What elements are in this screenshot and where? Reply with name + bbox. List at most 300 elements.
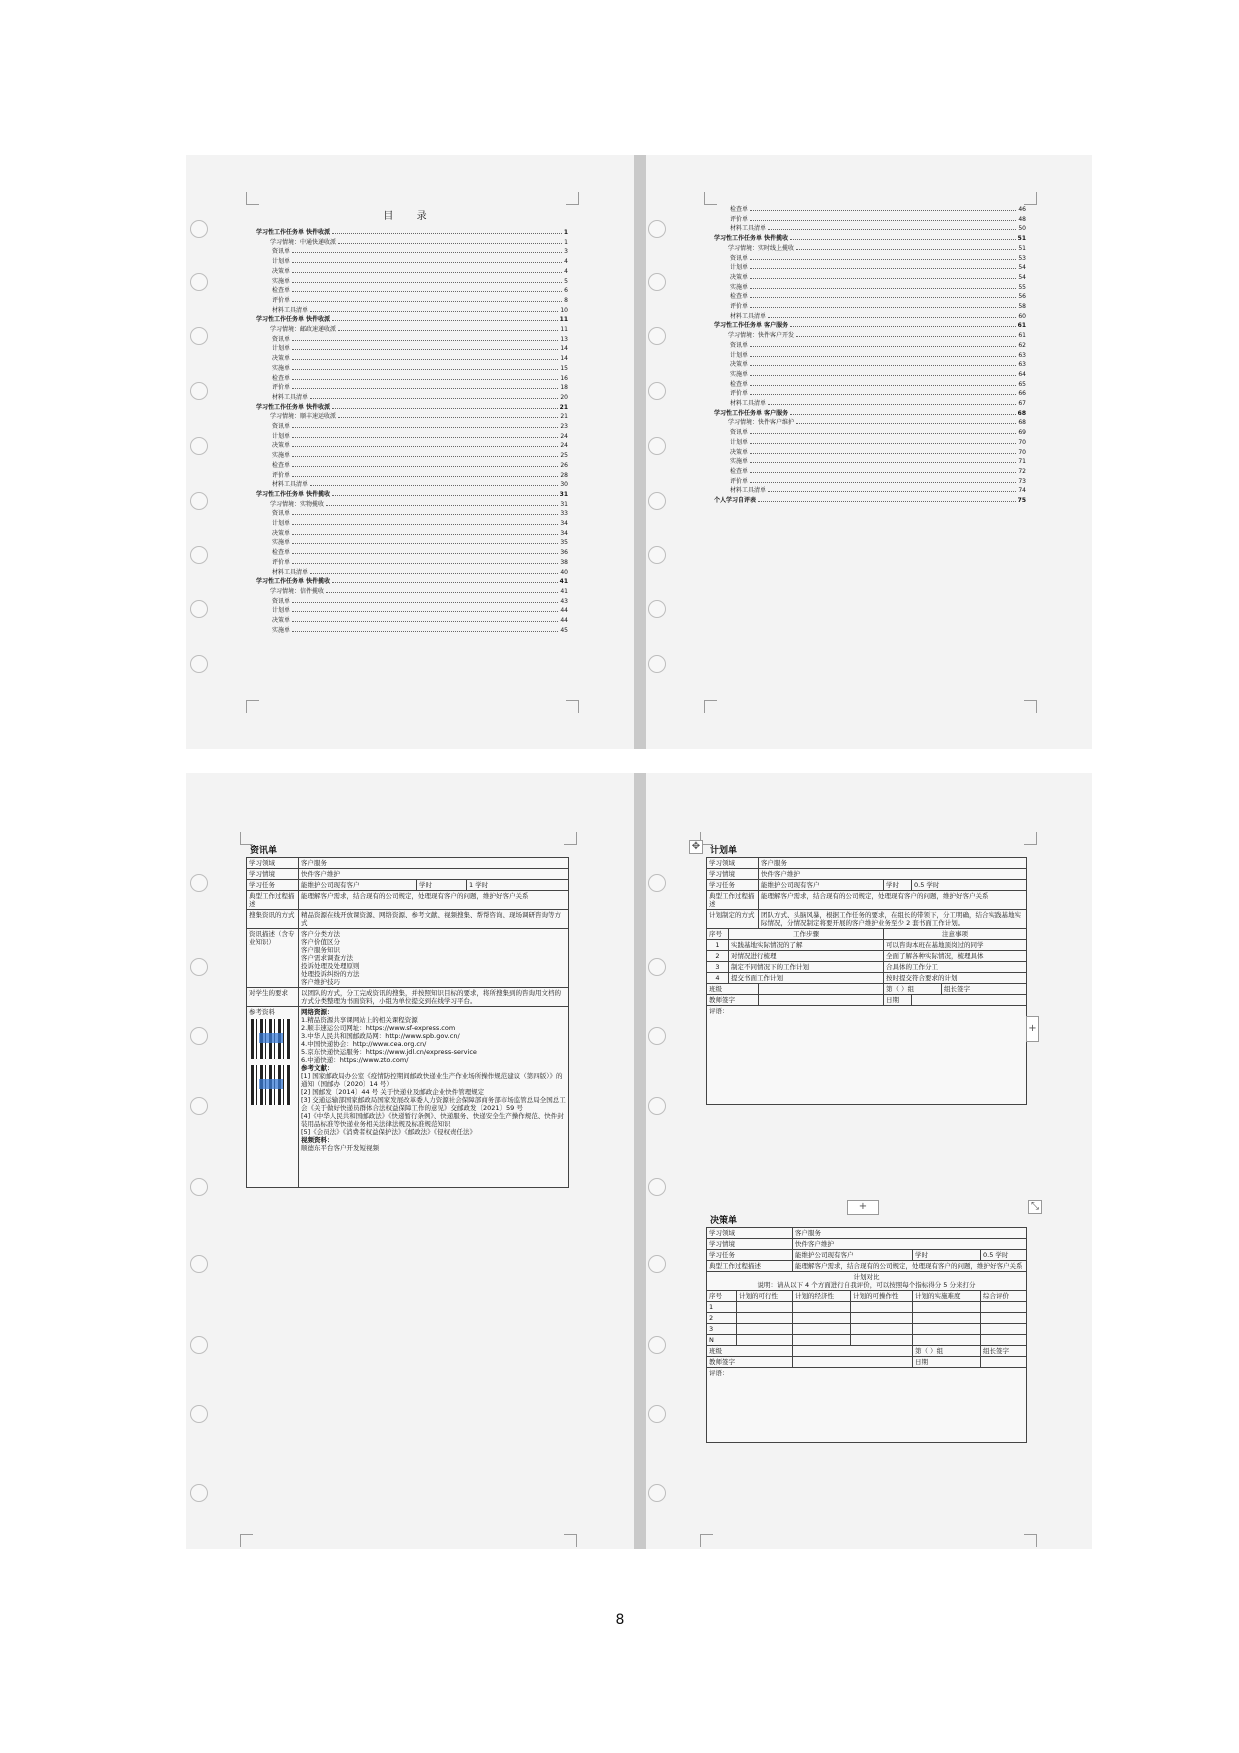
toc-entry-page: 23 bbox=[560, 423, 568, 430]
toc-leader bbox=[796, 336, 1016, 337]
score-cell[interactable] bbox=[851, 1335, 913, 1346]
toc-entry-page: 16 bbox=[560, 374, 568, 382]
toc-leader bbox=[750, 278, 1016, 279]
work-step: 提交书面工作计划 bbox=[729, 973, 884, 984]
table-row bbox=[707, 962, 1027, 973]
score-cell[interactable] bbox=[793, 1335, 851, 1346]
toc-entry[interactable] bbox=[730, 368, 1026, 378]
toc-entry-page: 45 bbox=[560, 626, 568, 634]
margin-mark bbox=[564, 832, 577, 845]
desc-item: 客户服务知识 bbox=[301, 946, 340, 954]
toc-entry[interactable] bbox=[272, 294, 568, 304]
row-number: 2 bbox=[707, 951, 729, 962]
cell-value: 客户服务 bbox=[299, 858, 569, 869]
toc-entry[interactable] bbox=[730, 465, 1026, 475]
cell-label: 日期 bbox=[913, 1357, 981, 1368]
toc-leader bbox=[332, 233, 562, 234]
toc-entry-page: 20 bbox=[560, 393, 568, 401]
binder-hole bbox=[648, 220, 666, 238]
toc-entry[interactable] bbox=[730, 484, 1026, 494]
toc-entry-label: 学习性工作任务单 快件收派 bbox=[256, 229, 331, 236]
margin-mark bbox=[240, 1534, 253, 1547]
toc-entry[interactable] bbox=[272, 517, 568, 527]
toc-entry[interactable] bbox=[272, 469, 568, 479]
toc-entry-label: 材料工具清单 bbox=[730, 487, 767, 495]
margin-mark bbox=[704, 700, 717, 713]
toc-entry-page: 4 bbox=[564, 267, 568, 275]
toc-entry-page: 64 bbox=[1018, 370, 1026, 378]
binder-hole bbox=[648, 273, 666, 291]
score-cell[interactable] bbox=[913, 1302, 981, 1313]
cell-label: 组长签字 bbox=[942, 984, 1027, 995]
toc-entry[interactable] bbox=[730, 475, 1026, 485]
toc-entry[interactable] bbox=[730, 203, 1026, 213]
reference-item[interactable]: 4.中国快递协会：http://www.cea.org.cn/ bbox=[301, 1040, 427, 1048]
toc-entry[interactable] bbox=[270, 498, 568, 508]
cell-label: 计划制定的方式 bbox=[707, 910, 759, 929]
table-row bbox=[707, 973, 1027, 984]
toc-leader bbox=[750, 346, 1016, 347]
toc-entry[interactable] bbox=[272, 478, 568, 488]
toc-entry-label: 材料工具清单 bbox=[272, 481, 309, 489]
toc-entry-page: 70 bbox=[1018, 438, 1026, 446]
toc-entry-label: 材料工具清单 bbox=[272, 568, 309, 576]
toc-entry[interactable] bbox=[272, 372, 568, 382]
row-number: 1 bbox=[707, 1302, 737, 1313]
cell-value: 能维护公司现有客户 bbox=[793, 1250, 913, 1261]
table-row bbox=[707, 951, 1027, 962]
desc-item: 客户分类方法 bbox=[301, 930, 340, 938]
toc-entry-label: 学习性工作任务单 快件收派 bbox=[256, 403, 331, 411]
toc-entry-label: 计划单 bbox=[730, 438, 749, 446]
cell-value: 1 学时 bbox=[467, 880, 569, 891]
toc-leader bbox=[750, 472, 1016, 473]
margin-mark bbox=[566, 700, 579, 713]
toc-entry-page: 68 bbox=[1017, 409, 1026, 417]
binder-hole bbox=[190, 1336, 208, 1354]
toc-leader bbox=[292, 388, 558, 389]
toc-entry-page: 41 bbox=[560, 587, 568, 595]
col-header: 注意事项 bbox=[884, 929, 1027, 940]
score-cell[interactable] bbox=[981, 1313, 1027, 1324]
toc-entry[interactable] bbox=[714, 232, 1026, 242]
toc-entry[interactable] bbox=[272, 245, 568, 255]
toc-entry[interactable] bbox=[272, 420, 568, 430]
group-cell: 第（ ）组 bbox=[884, 984, 942, 995]
toc-entry-label: 实施单 bbox=[272, 539, 291, 547]
col-header: 序号 bbox=[707, 1291, 737, 1302]
toc-entry[interactable] bbox=[272, 604, 568, 614]
toc-entry-label: 计划单 bbox=[272, 432, 291, 440]
toc-leader bbox=[750, 433, 1016, 434]
step-note: 按时提交符合要求的计划 bbox=[884, 973, 1027, 984]
move-handle-icon[interactable]: ✥ bbox=[689, 840, 703, 854]
row-number: 3 bbox=[707, 1324, 737, 1335]
reference-item[interactable]: 5.京东快递快运服务：https://www.jdl.cn/express-service bbox=[301, 1048, 477, 1056]
toc-entry[interactable] bbox=[730, 261, 1026, 271]
toc-entry[interactable] bbox=[272, 255, 568, 265]
toc-entry[interactable] bbox=[730, 213, 1026, 223]
toc-entry[interactable] bbox=[730, 378, 1026, 388]
toc-entry[interactable] bbox=[272, 439, 568, 449]
binder-hole bbox=[648, 492, 666, 510]
toc-entry-label: 学习性工作任务单 客户服务 bbox=[714, 409, 789, 417]
toc-entry-page: 69 bbox=[1018, 429, 1026, 437]
toc-entry[interactable] bbox=[272, 362, 568, 372]
toc-entry-page: 41 bbox=[559, 578, 568, 586]
toc-entry-label: 学习性工作任务单 快件揽收 bbox=[256, 490, 331, 498]
toc-entry[interactable] bbox=[728, 329, 1026, 339]
reference-item: [4]《中华人民共和国邮政法》《快递暂行条例》、快递服务、快递安全生产操作规范、快件封装用品标准等快递业务相关法律法规及标准规范知识 bbox=[301, 1112, 564, 1128]
cell-label: 教师签字 bbox=[707, 1357, 793, 1368]
binder-hole bbox=[648, 1097, 666, 1115]
toc-entry[interactable] bbox=[730, 358, 1026, 368]
toc-entry[interactable] bbox=[730, 339, 1026, 349]
score-cell[interactable] bbox=[737, 1324, 793, 1335]
toc-entry[interactable] bbox=[730, 455, 1026, 465]
toc-entry-page: 21 bbox=[559, 403, 568, 411]
toc-leader bbox=[292, 553, 558, 554]
add-row-icon[interactable]: + bbox=[847, 1200, 879, 1215]
toc-entry[interactable] bbox=[272, 352, 568, 362]
toc-entry[interactable] bbox=[728, 416, 1026, 426]
table-row bbox=[707, 1324, 1027, 1335]
binder-hole bbox=[190, 327, 208, 345]
cell-label: 日期 bbox=[884, 995, 912, 1006]
toc-entry[interactable] bbox=[272, 430, 568, 440]
score-cell[interactable] bbox=[981, 1302, 1027, 1313]
toc-entry[interactable] bbox=[730, 271, 1026, 281]
cell-value: 能维护公司现有客户 bbox=[759, 880, 884, 891]
toc-entry[interactable] bbox=[730, 436, 1026, 446]
cell-value: 0.5 学时 bbox=[912, 880, 1027, 891]
toc-entry[interactable] bbox=[730, 397, 1026, 407]
toc-entry-page: 72 bbox=[1018, 467, 1026, 475]
resize-handle-icon[interactable]: ⤡ bbox=[1028, 1200, 1042, 1214]
toc-leader bbox=[332, 582, 558, 583]
desc-item: 客户价值区分 bbox=[301, 938, 340, 946]
cell-value: 快件客户维护 bbox=[759, 869, 1027, 880]
score-cell[interactable] bbox=[737, 1313, 793, 1324]
margin-mark bbox=[700, 1534, 713, 1547]
toc-entry-page: 63 bbox=[1018, 351, 1026, 359]
score-cell[interactable] bbox=[737, 1335, 793, 1346]
cell-label: 搜集资讯的方式 bbox=[247, 910, 299, 929]
cell-value: 能理解客户需求，结合现有的公司规定，处理现有客户的问题，维护好客户关系 bbox=[793, 1261, 1027, 1272]
toc-entry[interactable] bbox=[730, 446, 1026, 456]
score-cell[interactable] bbox=[737, 1302, 793, 1313]
toc-entry-label: 材料工具清单 bbox=[730, 312, 767, 320]
toc-leader bbox=[326, 505, 558, 506]
binder-hole bbox=[190, 492, 208, 510]
score-cell[interactable] bbox=[793, 1324, 851, 1335]
toc-leader bbox=[292, 252, 562, 253]
margin-mark bbox=[566, 192, 579, 205]
score-cell[interactable] bbox=[793, 1302, 851, 1313]
toc-leader bbox=[292, 631, 558, 632]
decision-sheet-title: 决策单 bbox=[710, 1216, 738, 1226]
col-header: 综合评价 bbox=[981, 1291, 1027, 1302]
toc-entry[interactable] bbox=[270, 410, 568, 420]
binder-hole bbox=[190, 220, 208, 238]
toc-entry[interactable] bbox=[256, 575, 568, 585]
toc-entry-label: 学习情境：邮政速递收派 bbox=[270, 326, 337, 333]
binder-hole bbox=[190, 600, 208, 618]
toc-entry-page: 62 bbox=[1018, 341, 1026, 349]
group-cell: 第（ ）组 bbox=[913, 1346, 981, 1357]
margin-mark bbox=[1024, 832, 1037, 845]
binder-hole bbox=[648, 1484, 666, 1502]
toc-leader bbox=[332, 408, 558, 409]
toc-leader bbox=[292, 379, 558, 380]
cell-label: 学习领域 bbox=[247, 858, 299, 869]
score-cell[interactable] bbox=[851, 1324, 913, 1335]
score-cell[interactable] bbox=[981, 1335, 1027, 1346]
toc-entry[interactable] bbox=[272, 381, 568, 391]
add-column-icon[interactable]: + bbox=[1026, 1016, 1039, 1042]
toc-leader bbox=[790, 239, 1016, 240]
toc-entry-page: 28 bbox=[560, 471, 568, 479]
toc-leader bbox=[750, 462, 1016, 463]
toc-leader bbox=[292, 291, 562, 292]
reference-item[interactable]: 2.顺丰速运公司网址：https://www.sf-express.com bbox=[301, 1024, 456, 1032]
cell-value bbox=[981, 1357, 1027, 1368]
score-cell[interactable] bbox=[913, 1313, 981, 1324]
toc-entry-label: 检查单 bbox=[730, 293, 749, 301]
cell-value bbox=[759, 995, 884, 1006]
toc-entry-page: 48 bbox=[1018, 215, 1026, 223]
toc-leader bbox=[292, 621, 558, 622]
toc-entry-page: 31 bbox=[559, 490, 568, 498]
toc-entry-label: 资讯单 bbox=[272, 423, 291, 430]
toc-entry-page: 25 bbox=[560, 452, 568, 460]
cell-value: 客户服务 bbox=[759, 858, 1027, 869]
toc-leader bbox=[310, 398, 558, 399]
toc-entry[interactable] bbox=[728, 242, 1026, 252]
toc-entry[interactable] bbox=[272, 624, 568, 634]
toc-entry[interactable] bbox=[272, 284, 568, 294]
toc-leader bbox=[326, 592, 558, 593]
toc-entry[interactable] bbox=[272, 265, 568, 275]
toc-leader bbox=[768, 404, 1016, 405]
toc-entry-label: 资讯单 bbox=[272, 597, 291, 605]
toc-entry[interactable] bbox=[256, 313, 568, 323]
toc-entry-label: 评价单 bbox=[272, 384, 291, 392]
cell-label: 学时 bbox=[417, 880, 467, 891]
toc-entry[interactable] bbox=[272, 527, 568, 537]
toc-entry-page: 15 bbox=[560, 364, 568, 372]
toc-entry-page: 5 bbox=[564, 277, 568, 285]
toc-entry-page: 34 bbox=[560, 520, 568, 527]
toc-entry-label: 检查单 bbox=[272, 287, 291, 295]
toc-entry[interactable] bbox=[272, 304, 568, 314]
toc-entry-label: 实施单 bbox=[272, 364, 291, 372]
col-header: 计划的可操作性 bbox=[851, 1291, 913, 1302]
score-cell[interactable] bbox=[851, 1302, 913, 1313]
toc-leader bbox=[292, 602, 558, 603]
toc-entry[interactable] bbox=[272, 342, 568, 352]
toc-entry-label: 检查单 bbox=[272, 549, 291, 557]
toc-entry[interactable] bbox=[730, 349, 1026, 359]
toc-entry-page: 55 bbox=[1018, 283, 1026, 291]
cell-label: 组长签字 bbox=[981, 1346, 1027, 1357]
cell-value bbox=[299, 929, 569, 988]
toc-entry-page: 56 bbox=[1018, 293, 1026, 301]
toc-entry-page: 33 bbox=[560, 510, 568, 518]
cell-label: 学习情境 bbox=[707, 1239, 793, 1250]
binder-hole bbox=[648, 958, 666, 976]
decision-sheet-table bbox=[706, 1227, 1027, 1443]
toc-entry-label: 决策单 bbox=[272, 617, 291, 624]
toc-entry[interactable] bbox=[270, 236, 568, 246]
toc-entry[interactable] bbox=[272, 614, 568, 624]
spine bbox=[634, 155, 646, 749]
score-cell[interactable] bbox=[913, 1324, 981, 1335]
toc-entry[interactable] bbox=[272, 556, 568, 566]
step-note: 全面了解各种实际情况，梳理具体 bbox=[884, 951, 1027, 962]
score-cell[interactable] bbox=[913, 1335, 981, 1346]
binder-hole bbox=[190, 655, 208, 673]
reference-item[interactable]: 3.中华人民共和国邮政局网：http://www.spb.gov.cn/ bbox=[301, 1032, 460, 1040]
reference-item[interactable]: 6.中通快递：https://www.zto.com/ bbox=[301, 1056, 409, 1064]
toc-entry[interactable] bbox=[272, 459, 568, 469]
toc-entry-label: 材料工具清单 bbox=[272, 306, 309, 314]
binder-hole bbox=[648, 1405, 666, 1423]
toc-entry[interactable] bbox=[256, 488, 568, 498]
toc-entry-page: 35 bbox=[560, 539, 568, 547]
toc-leader bbox=[292, 563, 558, 564]
reference-item: [2] 国邮发〔2014〕44 号 关于快递业及邮政企业快件管理规定 bbox=[301, 1088, 485, 1096]
toc-entry-page: 8 bbox=[564, 296, 568, 304]
toc-entry[interactable] bbox=[272, 595, 568, 605]
toc-entry-label: 检查单 bbox=[730, 380, 749, 388]
toc-entry-label: 决策单 bbox=[730, 361, 749, 369]
toc-entry-page: 21 bbox=[560, 413, 568, 421]
toc-entry[interactable] bbox=[256, 226, 568, 236]
toc-entry-page: 4 bbox=[564, 258, 568, 266]
toc-entry[interactable] bbox=[730, 387, 1026, 397]
toc-entry-label: 资讯单 bbox=[272, 510, 291, 518]
spine bbox=[634, 773, 646, 1549]
toc-leader bbox=[750, 482, 1016, 483]
toc-entry[interactable] bbox=[730, 222, 1026, 232]
toc-entry-label: 学习情境：快件客户开发 bbox=[728, 332, 795, 340]
row-number: 3 bbox=[707, 962, 729, 973]
toc-leader bbox=[292, 340, 558, 341]
toc-entry[interactable] bbox=[730, 290, 1026, 300]
toc-leader bbox=[750, 210, 1016, 211]
toc-entry[interactable] bbox=[272, 449, 568, 459]
comment-cell[interactable]: 评语： bbox=[707, 1006, 1027, 1105]
toc-entry[interactable] bbox=[730, 281, 1026, 291]
cell-label: 学时 bbox=[913, 1250, 981, 1261]
toc-entry[interactable] bbox=[272, 275, 568, 285]
toc-entry[interactable] bbox=[730, 426, 1026, 436]
toc-entry[interactable] bbox=[272, 391, 568, 401]
toc-leader bbox=[310, 485, 558, 486]
toc-entry-page: 38 bbox=[560, 558, 568, 566]
table-row bbox=[707, 940, 1027, 951]
toc-entry-label: 材料工具清单 bbox=[730, 225, 767, 233]
toc-entry-label: 学习情境：实时线上揽收 bbox=[728, 244, 795, 252]
reference-item: 顺德东平台客户开发短视频 bbox=[301, 1144, 379, 1152]
toc-entry[interactable] bbox=[272, 546, 568, 556]
toc-entry-label: 实施单 bbox=[730, 370, 749, 378]
compare-note: 说明：请从以下 4 个方面进行自我评价，可以按照每个指标得分 5 分来打分 bbox=[757, 1281, 976, 1289]
toc-entry-page: 60 bbox=[1018, 312, 1026, 320]
toc-entry[interactable] bbox=[272, 333, 568, 343]
toc-entry-page: 14 bbox=[560, 355, 568, 363]
cell-label: 典型工作过程描述 bbox=[707, 891, 759, 910]
toc-entry[interactable] bbox=[270, 585, 568, 595]
cell-value: 精品资源在线开放课资源、网络资源、参考文献、视频搜集、帮帮咨询、现场调研咨询等方式 bbox=[299, 910, 569, 929]
reference-item: [5]《会员法》《消费者权益保护法》《邮政法》《侵权责任法》 bbox=[301, 1128, 476, 1136]
toc-entry[interactable] bbox=[256, 401, 568, 411]
toc-entry[interactable] bbox=[714, 407, 1026, 417]
binder-hole bbox=[648, 1336, 666, 1354]
toc-leader bbox=[292, 514, 558, 515]
plan-sheet-title: 计划单 bbox=[710, 846, 738, 856]
cell-label: 对学生的要求 bbox=[247, 988, 299, 1007]
toc-entry-page: 18 bbox=[560, 384, 568, 392]
binder-hole bbox=[190, 1027, 208, 1045]
toc-leader bbox=[750, 443, 1016, 444]
toc-leader bbox=[292, 437, 558, 438]
binder-hole bbox=[648, 327, 666, 345]
binder-hole bbox=[648, 874, 666, 892]
toc-entry-page: 67 bbox=[1018, 400, 1026, 407]
comment-cell[interactable]: 评语： bbox=[707, 1368, 1027, 1443]
score-cell[interactable] bbox=[851, 1313, 913, 1324]
toc-leader bbox=[750, 394, 1016, 395]
toc-entry[interactable] bbox=[272, 507, 568, 517]
reference-item: 网络资源： bbox=[301, 1008, 334, 1016]
toc-entry-label: 检查单 bbox=[730, 467, 749, 475]
binder-hole bbox=[648, 1255, 666, 1273]
binder-hole bbox=[190, 958, 208, 976]
toc-entry-page: 68 bbox=[1018, 419, 1026, 427]
toc-leader bbox=[750, 307, 1016, 308]
toc-entry-label: 资讯单 bbox=[272, 248, 291, 256]
toc-entry[interactable] bbox=[714, 319, 1026, 329]
binder-hole bbox=[648, 655, 666, 673]
toc-entry[interactable] bbox=[730, 300, 1026, 310]
col-header: 序号 bbox=[707, 929, 729, 940]
toc-entry[interactable] bbox=[270, 323, 568, 333]
toc-entry[interactable] bbox=[272, 566, 568, 576]
toc-entry-page: 53 bbox=[1018, 254, 1026, 262]
toc-leader bbox=[292, 369, 558, 370]
toc-entry-page: 1 bbox=[563, 229, 568, 236]
toc-entry-label: 评价单 bbox=[272, 558, 291, 566]
toc-entry-label: 评价单 bbox=[272, 471, 291, 479]
toc-entry-label: 学习性工作任务单 快件揽收 bbox=[256, 578, 331, 586]
toc-entry-label: 实施单 bbox=[272, 277, 291, 285]
toc-entry[interactable] bbox=[730, 310, 1026, 320]
score-cell[interactable] bbox=[793, 1313, 851, 1324]
toc-entry-label: 资讯单 bbox=[730, 254, 749, 262]
toc-entry-page: 11 bbox=[560, 326, 568, 333]
cell-label: 学时 bbox=[884, 880, 912, 891]
toc-entry[interactable] bbox=[730, 252, 1026, 262]
toc-leader bbox=[790, 414, 1016, 415]
toc-leader bbox=[796, 423, 1016, 424]
toc-entry[interactable] bbox=[272, 536, 568, 546]
cell-label: 班级 bbox=[707, 1346, 793, 1357]
toc-entry[interactable] bbox=[714, 494, 1026, 504]
score-cell[interactable] bbox=[981, 1324, 1027, 1335]
toc-entry-label: 学习性工作任务单 快件揽收 bbox=[714, 235, 789, 243]
